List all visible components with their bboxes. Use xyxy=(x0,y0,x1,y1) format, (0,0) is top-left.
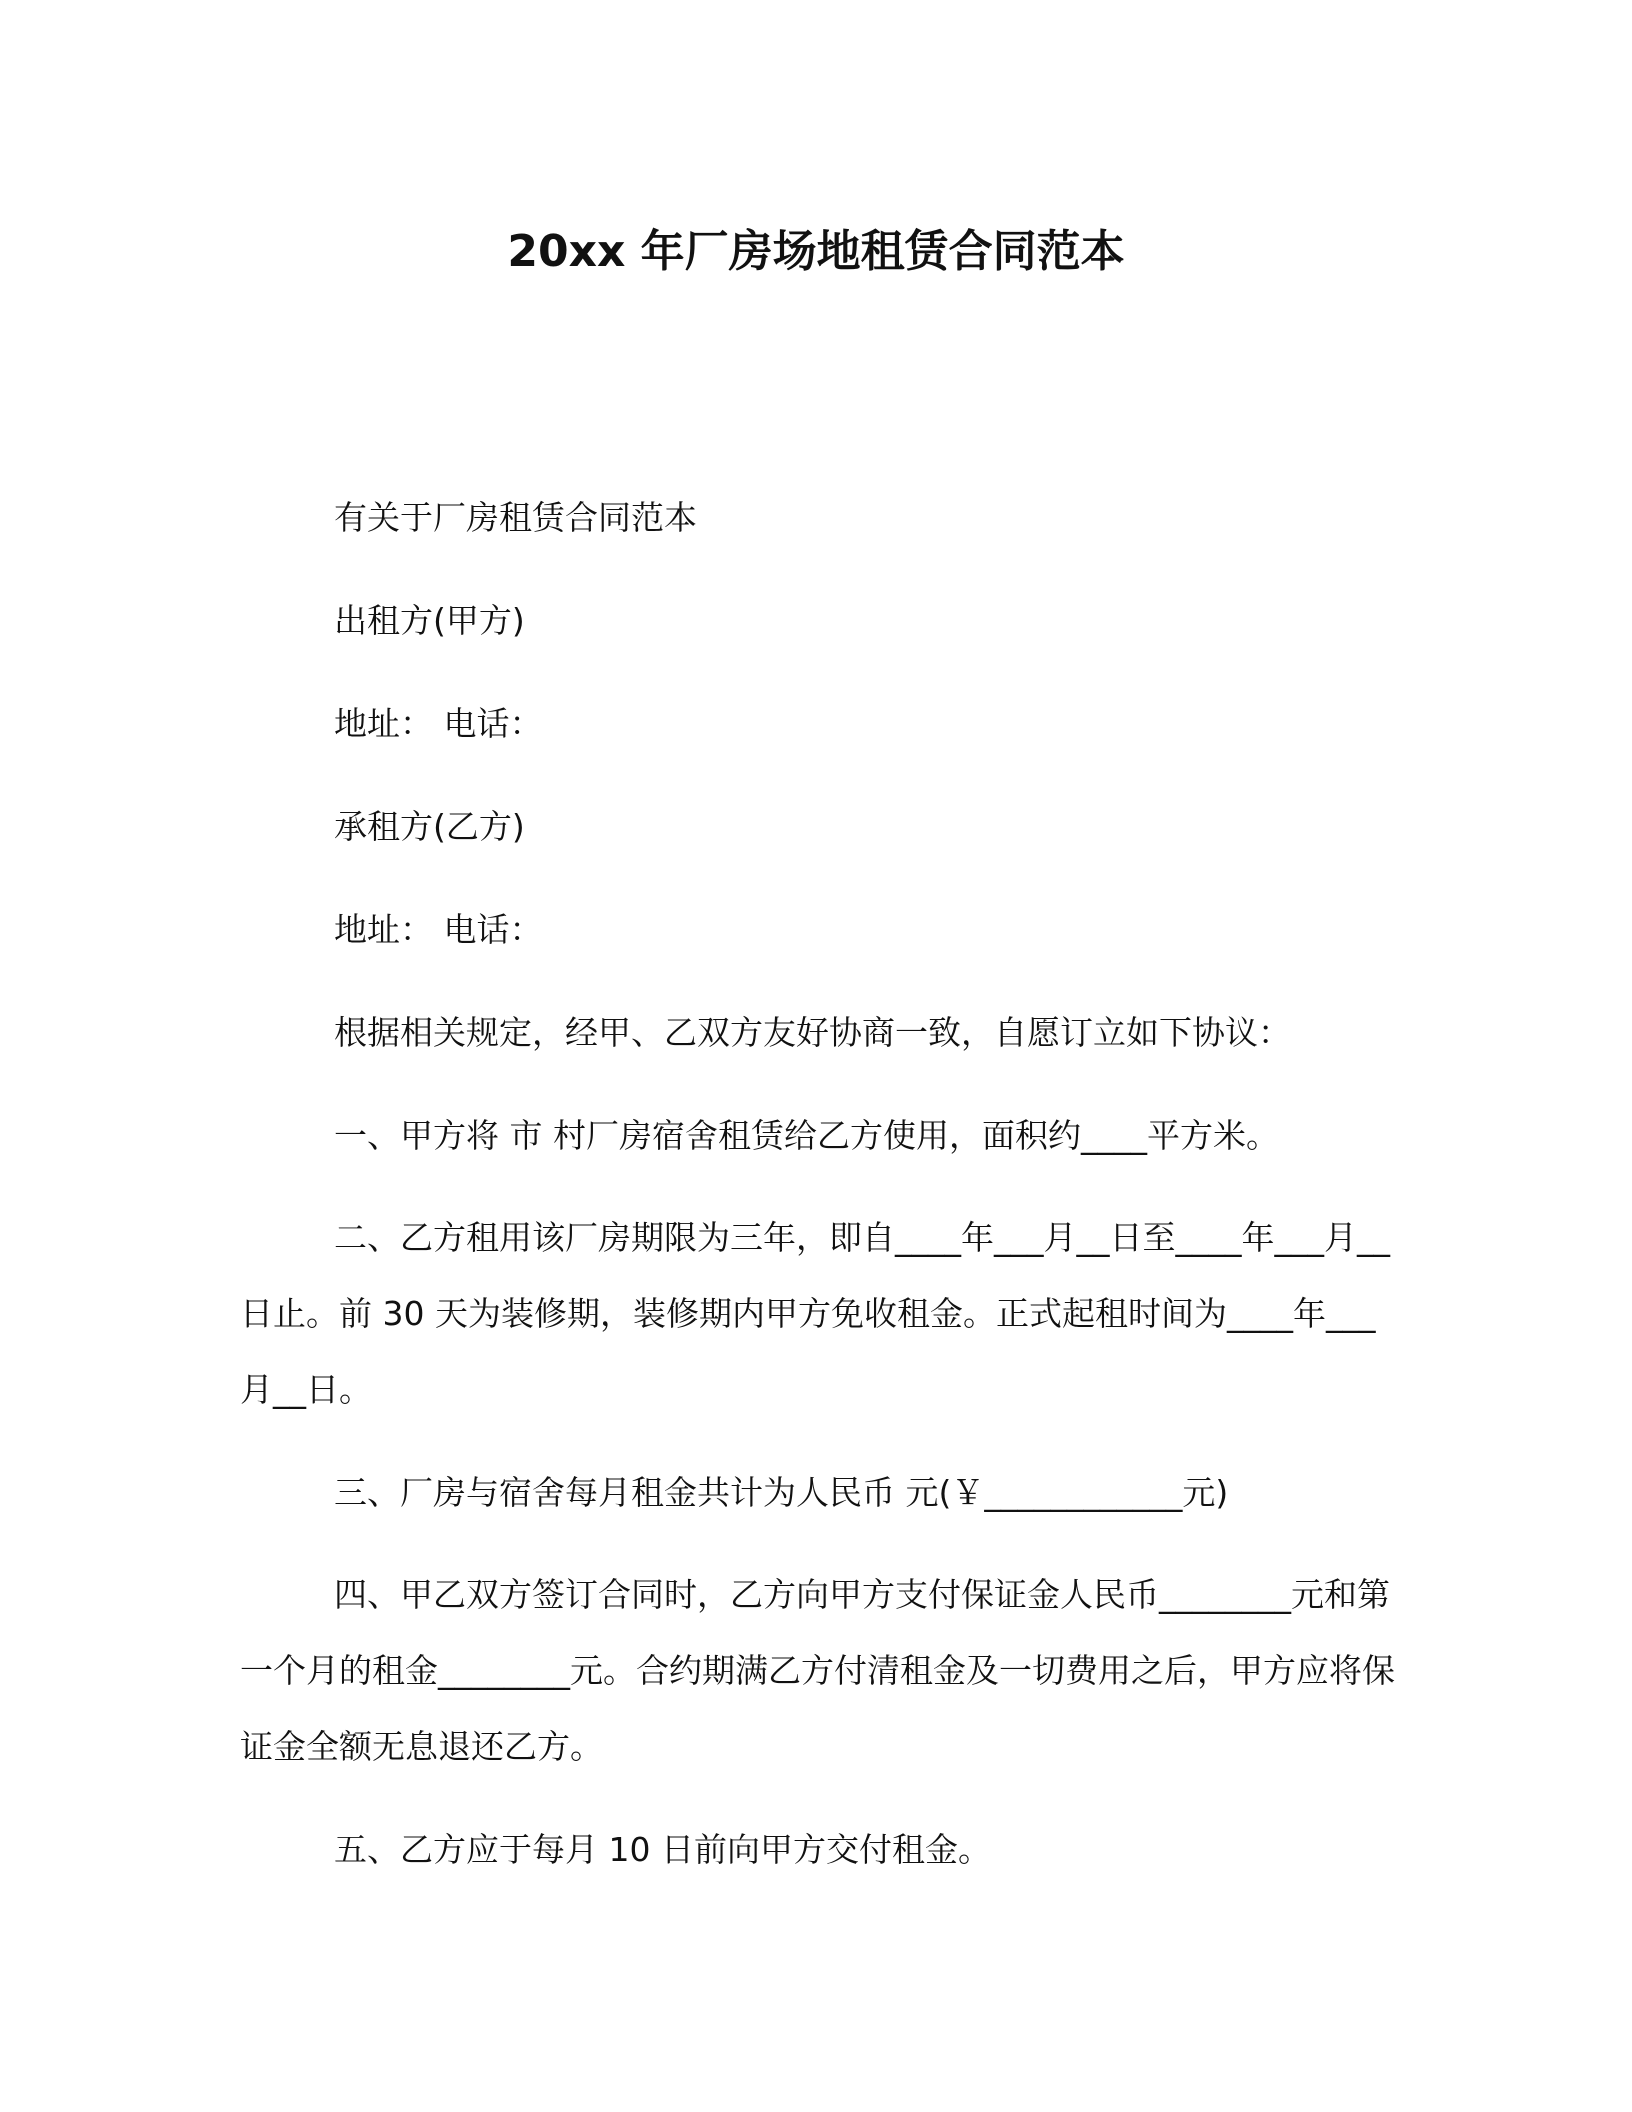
paragraph-preamble: 根据相关规定，经甲、乙双方友好协商一致，自愿订立如下协议： xyxy=(334,1013,1291,1052)
paragraph-clause-1: 一、甲方将 市 村厂房宿舍租赁给乙方使用，面积约____平方米。 xyxy=(334,1116,1279,1155)
document-title: 20xx 年厂房场地租赁合同范本 xyxy=(507,226,1125,277)
paragraph-lessee: 承租方(乙方) xyxy=(334,807,525,846)
paragraph-lessor: 出租方(甲方) xyxy=(334,601,525,640)
paragraph-lessee-address: 地址： 电话： xyxy=(334,910,543,949)
paragraph-clause-4: 四、甲乙双方签订合同时，乙方向甲方支付保证金人民币________元和第一个月的租金________元。合约期满乙方付清租金及一切费用之后，甲方应将保证金全额无息退还乙方。 xyxy=(240,1575,1395,1766)
paragraph-clause-3: 三、厂房与宿舍每月租金共计为人民币 元(￥____________元) xyxy=(334,1473,1229,1512)
document-body xyxy=(240,495,1400,1930)
paragraph-heading: 有关于厂房租赁合同范本 xyxy=(334,498,697,537)
paragraph-lessor-address: 地址： 电话： xyxy=(334,704,543,743)
paragraph-clause-2: 二、乙方租用该厂房期限为三年，即自____年___月__日至____年___月__日止。前 30 天为装修期，装修期内甲方免收租金。正式起租时间为____年___月__日。 xyxy=(240,1218,1390,1409)
paragraph-clause-5: 五、乙方应于每月 10 日前向甲方交付租金。 xyxy=(334,1830,991,1869)
